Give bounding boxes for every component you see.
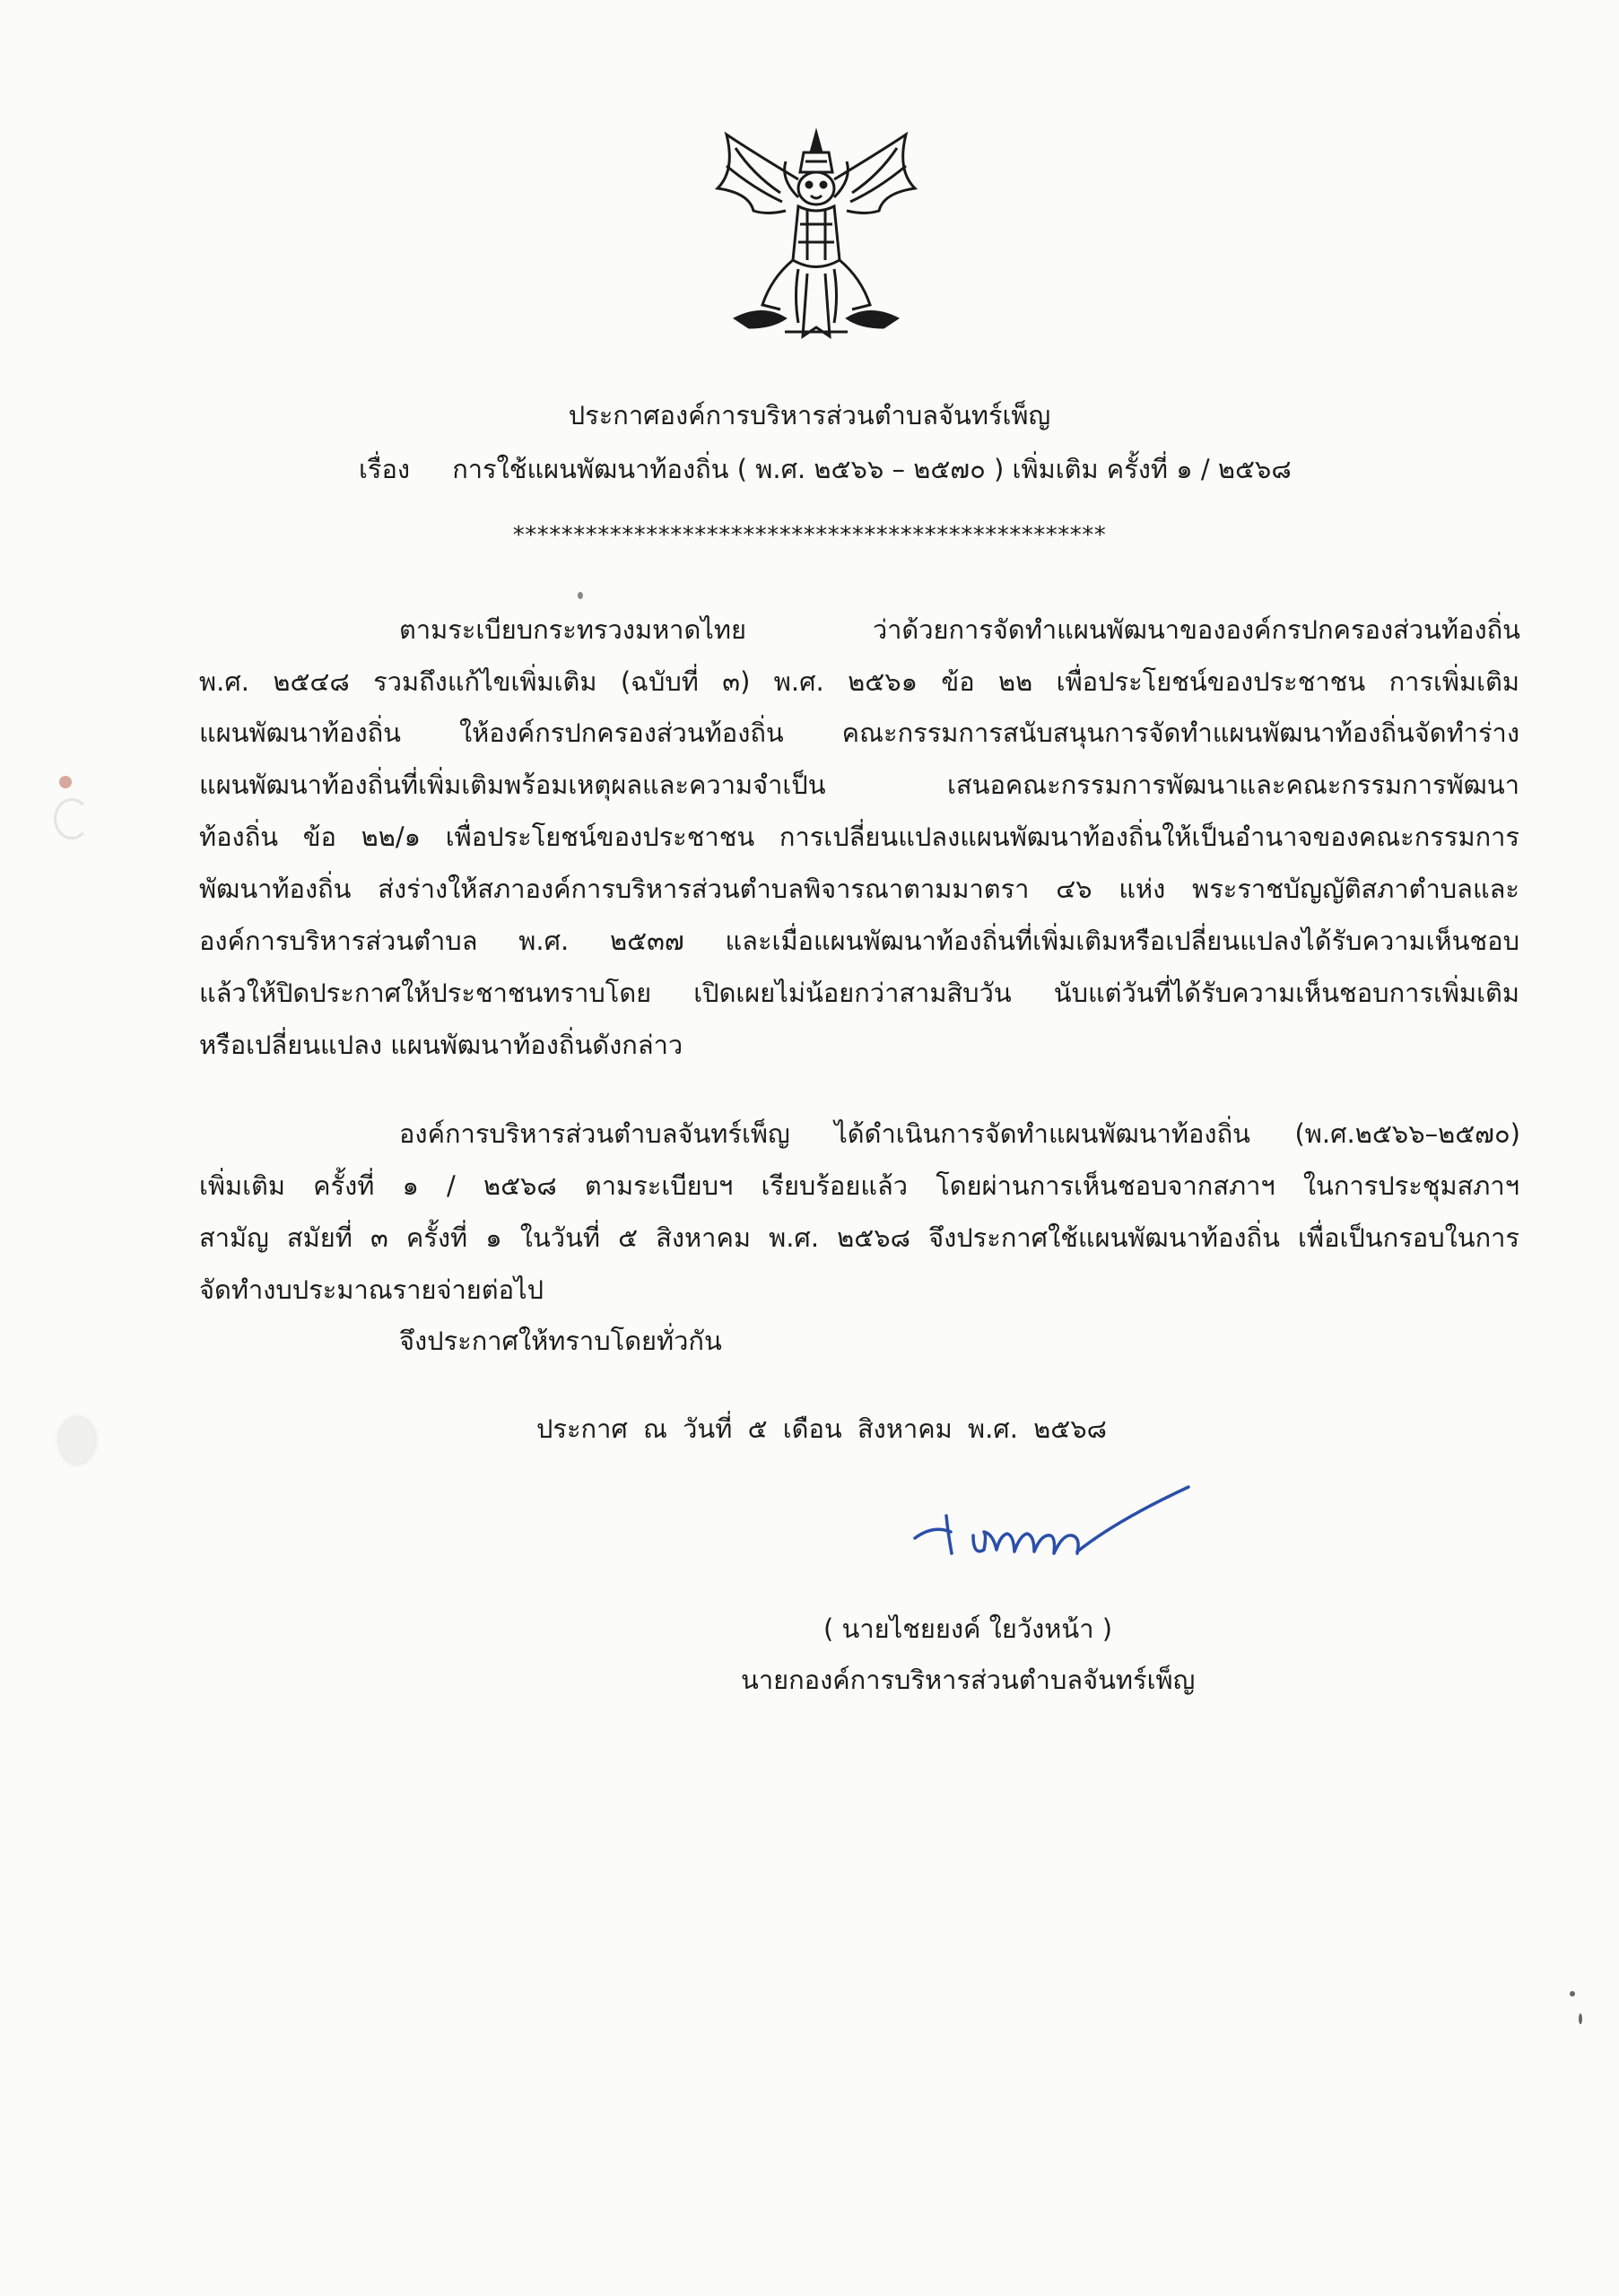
paragraph-1-line: แล้วให้ปิดประกาศให้ประชาชนทราบโดย เปิดเผยไม่น้อยกว่าสามสิบวัน นับแต่วันที่ได้รับความเห็นชอบการเพิ่มเติม (199, 978, 1519, 1008)
paragraph-1-line: ตามระเบียบกระทรวงมหาดไทย ว่าด้วยการจัดทำแผนพัฒนาขององค์กรปกครองส่วนท้องถิ่น (399, 614, 1520, 645)
announcement-org-title: ประกาศองค์การบริหารส่วนตำบลจันทร์เพ็ญ (568, 400, 1051, 430)
closing-statement: จึงประกาศให้ทราบโดยทั่วกัน (399, 1326, 722, 1356)
announcement-date: ประกาศ ณ วันที่ ๕ เดือน สิงหาคม พ.ศ. ๒๕๖๘ (536, 1413, 1107, 1444)
paragraph-1-line: แผนพัฒนาท้องถิ่น ให้องค์กรปกครองส่วนท้องถิ่น คณะกรรมการสนับสนุนการจัดทำแผนพัฒนาท้องถิ่นจัดทำร่าง (199, 718, 1519, 748)
scan-speck (59, 1417, 95, 1464)
subject-label: เรื่อง (359, 454, 411, 484)
paragraph-2-line: เพิ่มเติม ครั้งที่ ๑ / ๒๕๖๘ ตามระเบียบฯ เรียบร้อยแล้ว โดยผ่านการเห็นชอบจากสภาฯ ในการประชุมสภาฯ (199, 1170, 1519, 1201)
scan-speck (578, 592, 583, 599)
scan-speck (59, 776, 72, 788)
paragraph-1-line: แผนพัฒนาท้องถิ่นที่เพิ่มเติมพร้อมเหตุผลและความจำเป็น เสนอคณะกรรมการพัฒนาและคณะกรรมการพัฒนา (199, 770, 1519, 800)
scan-speck (54, 798, 90, 839)
handwritten-signature (910, 1471, 1197, 1578)
paragraph-1-line: หรือเปลี่ยนแปลง แผนพัฒนาท้องถิ่นดังกล่าว (199, 1030, 683, 1060)
paragraph-2-line: องค์การบริหารส่วนตำบลจันทร์เพ็ญ ได้ดำเนินการจัดทำแผนพัฒนาท้องถิ่น (พ.ศ.๒๕๖๖–๒๕๗๐) (399, 1118, 1520, 1149)
paragraph-1-line: พ.ศ. ๒๕๔๘ รวมถึงแก้ไขเพิ่มเติม (ฉบับที่ ๓) พ.ศ. ๒๕๖๑ ข้อ ๒๒ เพื่อประโยชน์ของประชาชน การเพิ่มเติม (199, 666, 1519, 697)
paragraph-1-line: ท้องถิ่น ข้อ ๒๒/๑ เพื่อประโยชน์ของประชาชน การเปลี่ยนแปลงแผนพัฒนาท้องถิ่นให้เป็นอำนาจของคณะกรรมการ (199, 822, 1519, 852)
scan-speck (1579, 2013, 1582, 2024)
paragraph-2-line: จัดทำงบประมาณรายจ่ายต่อไป (199, 1274, 544, 1305)
paragraph-1-line: พัฒนาท้องถิ่น ส่งร่างให้สภาองค์การบริหารส่วนตำบลพิจารณาตามมาตรา ๔๖ แห่ง พระราชบัญญัติสภาตำบลและ (199, 874, 1519, 904)
paragraph-2-line: สามัญ สมัยที่ ๓ ครั้งที่ ๑ ในวันที่ ๕ สิงหาคม พ.ศ. ๒๕๖๘ จึงประกาศใช้แผนพัฒนาท้องถิ่น เพื่อเป็นกรอบในการ (199, 1222, 1519, 1253)
paragraph-1-line: องค์การบริหารส่วนตำบล พ.ศ. ๒๕๓๗ และเมื่อแผนพัฒนาท้องถิ่นที่เพิ่มเติมหรือเปลี่ยนแปลงได้รับความเห็นชอบ (199, 926, 1519, 956)
garuda-emblem-icon (700, 126, 933, 350)
separator-line: ************************************************* (512, 522, 1107, 549)
subject-text: การใช้แผนพัฒนาท้องถิ่น ( พ.ศ. ๒๕๖๖ – ๒๕๗๐ ) เพิ่มเติม ครั้งที่ ๑ / ๒๕๖๘ (452, 454, 1292, 484)
announcement-subject (359, 448, 1292, 490)
scan-speck (1570, 1991, 1575, 1996)
signer-name: ( นายไชยยงค์ ใยวังหน้า ) (823, 1613, 1113, 1644)
signer-title: นายกองค์การบริหารส่วนตำบลจันทร์เพ็ญ (741, 1665, 1196, 1695)
